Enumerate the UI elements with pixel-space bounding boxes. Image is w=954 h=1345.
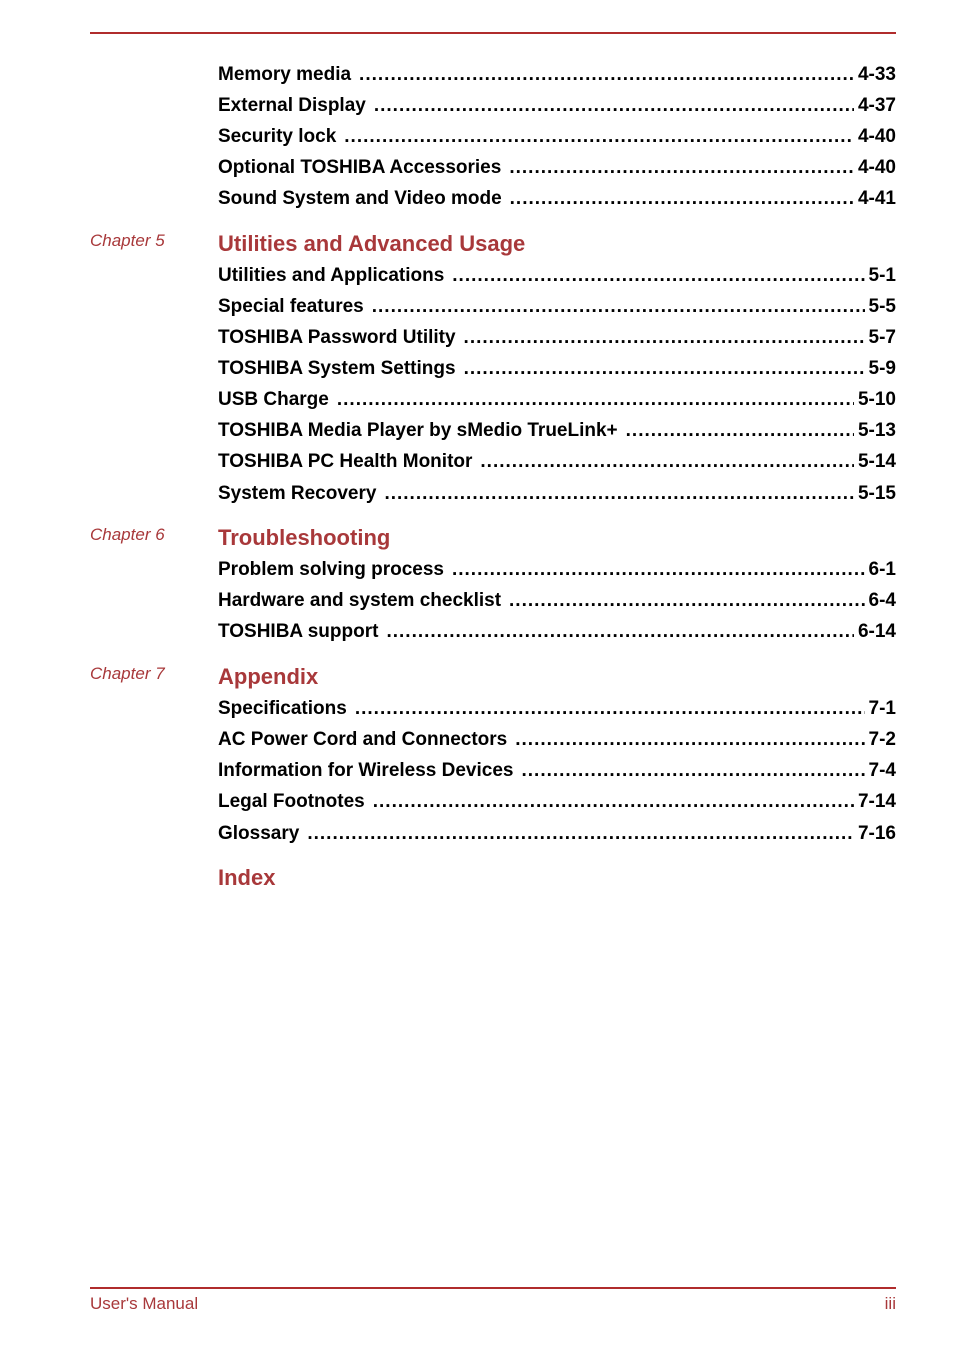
dot-leader (359, 63, 854, 87)
toc-entry-page: 5-15 (857, 483, 896, 504)
toc-entry-page: 7-14 (857, 791, 896, 812)
dot-leader (452, 264, 864, 288)
toc-entry[interactable] (218, 728, 896, 752)
toc-entry-page: 5-10 (857, 389, 896, 410)
toc-entry[interactable] (218, 482, 896, 506)
dot-leader (386, 620, 854, 644)
dot-leader (509, 156, 854, 180)
toc-entry-page: 6-14 (857, 621, 896, 642)
toc-entry-page: 5-9 (868, 358, 896, 379)
toc-entry-title: Memory media (218, 64, 352, 85)
toc-entry-title: System Recovery (218, 483, 377, 504)
dot-leader (337, 388, 854, 412)
index-title[interactable]: Index (218, 865, 276, 890)
toc-entry[interactable] (218, 187, 896, 211)
toc-entry-page: 5-13 (857, 420, 896, 441)
dot-leader (384, 482, 854, 506)
toc-entry-title: Specifications (218, 698, 347, 719)
footer-rule (90, 1287, 896, 1289)
toc-entry-page: 7-1 (868, 698, 896, 719)
toc-entry-title: Special features (218, 296, 364, 317)
dot-leader (344, 125, 854, 149)
toc-entry[interactable] (218, 697, 896, 721)
toc-entry[interactable] (218, 264, 896, 288)
toc-entry-page: 4-33 (857, 64, 896, 85)
toc-entry-page: 4-41 (857, 188, 896, 209)
chapter-title[interactable]: Utilities and Advanced Usage (218, 231, 526, 256)
chapter-label: Chapter 6 (90, 525, 165, 544)
footer-manual-title: User's Manual (90, 1294, 199, 1313)
toc-entry[interactable] (218, 558, 896, 582)
toc-entry[interactable] (218, 790, 896, 814)
toc-entry-page: 4-40 (857, 126, 896, 147)
toc-entry[interactable] (218, 156, 896, 180)
chapter-label: Chapter 5 (90, 231, 165, 250)
dot-leader (372, 295, 865, 319)
dot-leader (373, 790, 854, 814)
toc-entry[interactable] (218, 589, 896, 613)
chapter-title[interactable]: Appendix (218, 664, 319, 689)
toc-entry-page: 6-1 (868, 559, 896, 580)
toc-entry-title: Sound System and Video mode (218, 188, 502, 209)
chapter-label: Chapter 7 (90, 664, 165, 683)
toc-entry-title: TOSHIBA Password Utility (218, 327, 456, 348)
dot-leader (307, 822, 854, 846)
toc-entry[interactable] (218, 419, 896, 443)
toc-entry-page: 4-37 (857, 95, 896, 116)
toc-entry[interactable] (218, 295, 896, 319)
toc-entry[interactable] (218, 63, 896, 87)
toc-entry-page: 6-4 (868, 590, 896, 611)
footer-page-number: iii (884, 1294, 896, 1313)
toc-entry-page: 5-5 (868, 296, 896, 317)
toc-entry-title: Glossary (218, 823, 300, 844)
toc-entry-title: TOSHIBA PC Health Monitor (218, 451, 473, 472)
toc-entry-page: 7-16 (857, 823, 896, 844)
header-rule (90, 32, 896, 34)
toc-entry-title: TOSHIBA Media Player by sMedio TrueLink+ (218, 420, 618, 441)
toc-entry-title: TOSHIBA support (218, 621, 379, 642)
dot-leader (480, 450, 854, 474)
toc-entry-title: Utilities and Applications (218, 265, 445, 286)
toc-entry-title: TOSHIBA System Settings (218, 358, 456, 379)
toc-entry[interactable] (218, 357, 896, 381)
chapter-title[interactable]: Troubleshooting (218, 525, 391, 550)
dot-leader (374, 94, 854, 118)
toc-entry-title: Information for Wireless Devices (218, 760, 514, 781)
toc-entry-title: USB Charge (218, 389, 329, 410)
toc-entry-page: 4-40 (857, 157, 896, 178)
toc-entry-page: 5-1 (868, 265, 896, 286)
toc-entry-page: 7-2 (868, 729, 896, 750)
dot-leader (626, 419, 854, 443)
dot-leader (464, 326, 865, 350)
dot-leader (515, 728, 864, 752)
dot-leader (452, 558, 865, 582)
toc-entry-page: 7-4 (868, 760, 896, 781)
dot-leader (521, 759, 864, 783)
toc-entry[interactable] (218, 620, 896, 644)
toc-entry-title: AC Power Cord and Connectors (218, 729, 508, 750)
toc-entry[interactable] (218, 326, 896, 350)
toc-entry[interactable] (218, 450, 896, 474)
toc-entry-title: Problem solving process (218, 559, 444, 580)
toc-entry-title: Hardware and system checklist (218, 590, 502, 611)
toc-entry[interactable] (218, 125, 896, 149)
toc-entry[interactable] (218, 94, 896, 118)
toc-entry-title: Security lock (218, 126, 337, 147)
dot-leader (510, 187, 854, 211)
toc-entry-page: 5-14 (857, 451, 896, 472)
dot-leader (464, 357, 865, 381)
toc-entry-title: External Display (218, 95, 366, 116)
toc-entry[interactable] (218, 822, 896, 846)
toc-entry-title: Legal Footnotes (218, 791, 365, 812)
toc-entry[interactable] (218, 388, 896, 412)
toc-entry[interactable] (218, 759, 896, 783)
dot-leader (509, 589, 865, 613)
dot-leader (355, 697, 865, 721)
toc-entry-title: Optional TOSHIBA Accessories (218, 157, 502, 178)
toc-entry-page: 5-7 (868, 327, 896, 348)
